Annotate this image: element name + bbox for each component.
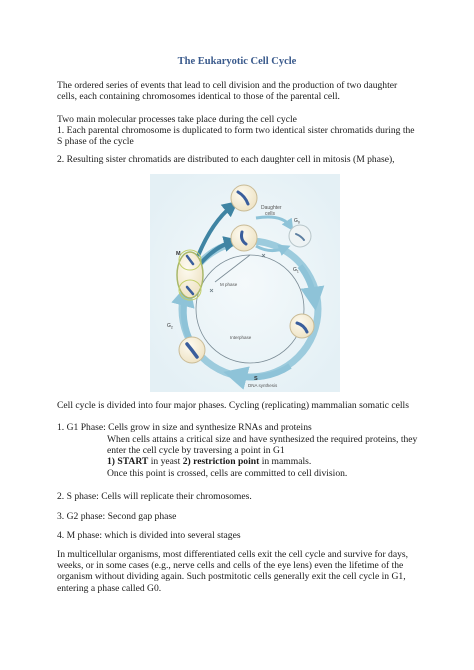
label-g0: $G_0$ [294,218,300,225]
label-m: M [176,251,181,257]
label-m-phase: M phase [220,282,238,287]
mitosis-paragraph: 2. Resulting sister chromatids are distributed to each daughter cell in mitosis (M phase), [57,154,395,165]
intro-paragraph: The ordered series of events that lead to cell division and the production of two daughter cells, each containing chromosomes identical to those of the parental cell. [57,80,398,103]
label-s: S [254,376,258,382]
daughter-cell-top [231,185,257,211]
start-restriction-line: 1) START in yeast 2) restriction point in mammals. [107,456,312,468]
phases-paragraph: Cell cycle is divided into four major phases. Cycling (replicating) mammalian somatic cells [57,400,409,411]
g0-cell [289,225,311,247]
g1-cell [290,314,314,338]
g2-cell [179,337,205,363]
postmitotic-paragraph: In multicellular organisms, most differentiated cells exit the cell cycle and survive for days, weeks, or in some cases (e.g., nerve cells and cells of the eye lens) even the lifetime of the organism without dividing again. Such postmitotic cells generally exit the cell cycle in G1, entering a phase called G0. [57,549,409,594]
label-g1: $G_1$ [293,267,299,274]
list-item-g2: 3. G2 phase: Second gap phase [57,511,177,522]
daughter-cell-bottom [231,225,257,251]
mitosis-cell [177,250,203,300]
list-item-g1: 1. G1 Phase: Cells grow in size and synthesize RNAs and proteins [57,422,312,433]
label-dna-synthesis: DNA synthesis [248,383,278,388]
list-item-m: 4. M phase: which is divided into several stages [57,530,241,541]
processes-paragraph: Two main molecular processes take place during the cell cycle 1. Each parental chromosome is duplicated to form two identical sister chromatids during the S phase of the cycle [57,114,415,148]
page-title: The Eukaryotic Cell Cycle [177,56,297,67]
list-item-s: 2. S phase: Cells will replicate their chromosomes. [57,491,252,502]
label-interphase: Interphase [230,335,252,340]
label-daughter-cells: Daughter cells [261,205,282,217]
cell-cycle-figure [150,174,340,392]
label-g2: $G_2$ [167,323,173,330]
g1-detail-block: When cells attains a critical size and have synthesized the required proteins, they enter the cell cycle by traversing a point in G1 1) START in yeast 2) restriction point in mammals. Once this point is crossed, cells are committed to cell division. [107,434,418,479]
